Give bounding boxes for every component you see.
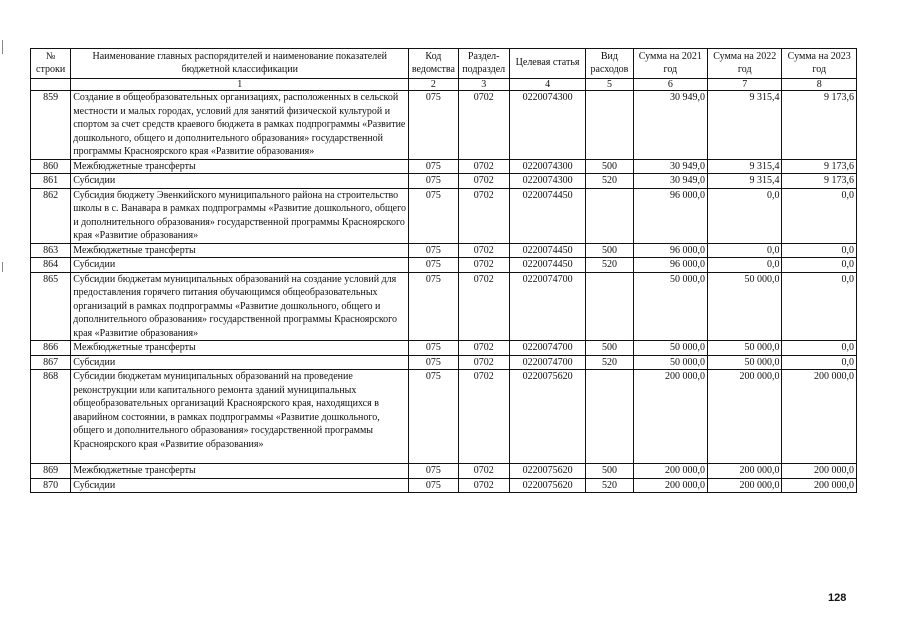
row-number-cell: 863 xyxy=(31,243,71,258)
table-row xyxy=(31,159,857,174)
name-cell: Субсидии бюджетам муниципальных образований на создание условий для предоставления горячего питания обучающимся общеобразовательных организаций в рамках подпрограммы «Развитие дошкольного, общего и дополнительного образования» государственной программы Красноярского края «Развитие образования» xyxy=(71,272,409,341)
name-cell: Межбюджетные трансферты xyxy=(71,243,409,258)
target-cell: 0220075620 xyxy=(509,478,585,493)
target-cell: 0220075620 xyxy=(509,464,585,479)
expense-type-cell: 520 xyxy=(586,174,633,189)
name-cell: Субсидии xyxy=(71,355,409,370)
column-number: 6 xyxy=(633,79,707,91)
scan-margin-mark xyxy=(2,262,3,272)
row-number-cell: 865 xyxy=(31,272,71,341)
header-expense-type: Вид расходов xyxy=(586,49,633,79)
table-row xyxy=(31,258,857,273)
sum-2023-cell: 9 173,6 xyxy=(782,91,857,160)
column-number: 5 xyxy=(586,79,633,91)
sum-2023-cell: 200 000,0 xyxy=(782,478,857,493)
expense-type-cell xyxy=(586,188,633,243)
expense-type-cell xyxy=(586,272,633,341)
target-cell: 0220074300 xyxy=(509,159,585,174)
expense-type-cell: 500 xyxy=(586,159,633,174)
section-cell: 0702 xyxy=(458,258,509,273)
row-number-cell: 868 xyxy=(31,370,71,464)
table-row xyxy=(31,243,857,258)
sum-2023-cell: 200 000,0 xyxy=(782,464,857,479)
header-section: Раздел-подраздел xyxy=(458,49,509,79)
dept-code-cell: 075 xyxy=(409,370,458,464)
name-cell: Субсидии xyxy=(71,258,409,273)
table-row xyxy=(31,272,857,341)
section-cell: 0702 xyxy=(458,478,509,493)
dept-code-cell: 075 xyxy=(409,272,458,341)
name-cell: Межбюджетные трансферты xyxy=(71,159,409,174)
target-cell: 0220074700 xyxy=(509,272,585,341)
row-number-cell: 861 xyxy=(31,174,71,189)
sum-2023-cell: 0,0 xyxy=(782,258,857,273)
dept-code-cell: 075 xyxy=(409,478,458,493)
dept-code-cell: 075 xyxy=(409,188,458,243)
section-cell: 0702 xyxy=(458,341,509,356)
target-cell: 0220074300 xyxy=(509,174,585,189)
expense-type-cell: 500 xyxy=(586,464,633,479)
table-row xyxy=(31,91,857,160)
sum-2023-cell: 0,0 xyxy=(782,188,857,243)
table-row xyxy=(31,341,857,356)
target-cell: 0220074450 xyxy=(509,258,585,273)
sum-2021-cell: 50 000,0 xyxy=(633,355,707,370)
sum-2021-cell: 50 000,0 xyxy=(633,341,707,356)
dept-code-cell: 075 xyxy=(409,341,458,356)
name-cell: Субсидии xyxy=(71,478,409,493)
column-number: 7 xyxy=(708,79,782,91)
row-number-cell: 862 xyxy=(31,188,71,243)
dept-code-cell: 075 xyxy=(409,243,458,258)
header-row-number: № строки xyxy=(31,49,71,79)
header-dept-code: Код ведомства xyxy=(409,49,458,79)
dept-code-cell: 075 xyxy=(409,159,458,174)
sum-2022-cell: 200 000,0 xyxy=(708,464,782,479)
sum-2022-cell: 50 000,0 xyxy=(708,355,782,370)
sum-2021-cell: 96 000,0 xyxy=(633,243,707,258)
sum-2022-cell: 0,0 xyxy=(708,188,782,243)
column-number: 4 xyxy=(509,79,585,91)
sum-2022-cell: 9 315,4 xyxy=(708,91,782,160)
sum-2023-cell: 0,0 xyxy=(782,243,857,258)
sum-2021-cell: 30 949,0 xyxy=(633,174,707,189)
dept-code-cell: 075 xyxy=(409,91,458,160)
sum-2022-cell: 9 315,4 xyxy=(708,159,782,174)
table-row xyxy=(31,188,857,243)
name-cell: Субсидии xyxy=(71,174,409,189)
budget-table xyxy=(30,48,857,493)
sum-2023-cell: 0,0 xyxy=(782,272,857,341)
sum-2021-cell: 200 000,0 xyxy=(633,370,707,464)
expense-type-cell: 500 xyxy=(586,243,633,258)
section-cell: 0702 xyxy=(458,355,509,370)
column-number xyxy=(31,79,71,91)
row-number-cell: 870 xyxy=(31,478,71,493)
column-number-row xyxy=(31,79,857,91)
header-name: Наименование главных распорядителей и наименование показателей бюджетной классификации xyxy=(71,49,409,79)
row-number-cell: 864 xyxy=(31,258,71,273)
sum-2021-cell: 200 000,0 xyxy=(633,478,707,493)
sum-2022-cell: 0,0 xyxy=(708,258,782,273)
table-row xyxy=(31,174,857,189)
target-cell: 0220074300 xyxy=(509,91,585,160)
section-cell: 0702 xyxy=(458,91,509,160)
target-cell: 0220074700 xyxy=(509,355,585,370)
expense-type-cell: 500 xyxy=(586,341,633,356)
row-number-cell: 866 xyxy=(31,341,71,356)
section-cell: 0702 xyxy=(458,243,509,258)
expense-type-cell: 520 xyxy=(586,478,633,493)
sum-2023-cell: 200 000,0 xyxy=(782,370,857,464)
sum-2022-cell: 200 000,0 xyxy=(708,478,782,493)
column-number: 2 xyxy=(409,79,458,91)
sum-2022-cell: 50 000,0 xyxy=(708,272,782,341)
sum-2022-cell: 9 315,4 xyxy=(708,174,782,189)
section-cell: 0702 xyxy=(458,272,509,341)
name-cell: Субсидия бюджету Эвенкийского муниципального района на строительство школы в с. Ванавара в рамках подпрограммы «Развитие дошкольного, общего и дополнительного образования» государственной программы Красноярского края «Развитие образования» xyxy=(71,188,409,243)
table-row xyxy=(31,355,857,370)
sum-2022-cell: 50 000,0 xyxy=(708,341,782,356)
sum-2023-cell: 9 173,6 xyxy=(782,159,857,174)
expense-type-cell: 520 xyxy=(586,258,633,273)
expense-type-cell xyxy=(586,91,633,160)
table-row xyxy=(31,464,857,479)
column-number: 1 xyxy=(71,79,409,91)
sum-2021-cell: 96 000,0 xyxy=(633,258,707,273)
dept-code-cell: 075 xyxy=(409,464,458,479)
name-cell: Субсидии бюджетам муниципальных образований на проведение реконструкции или капитального ремонта зданий муниципальных общеобразовательных организаций Красноярского края, находящихся в аварийном состоянии, в рамках подпрограммы «Развитие дошкольного, общего и дополнительного образования» государственной программы Красноярского края «Развитие образования» xyxy=(71,370,409,464)
sum-2023-cell: 0,0 xyxy=(782,355,857,370)
column-number: 3 xyxy=(458,79,509,91)
expense-type-cell xyxy=(586,370,633,464)
table-row xyxy=(31,478,857,493)
header-target: Целевая статья xyxy=(509,49,585,79)
sum-2021-cell: 30 949,0 xyxy=(633,159,707,174)
target-cell: 0220074450 xyxy=(509,243,585,258)
header-sum-2023: Сумма на 2023 год xyxy=(782,49,857,79)
target-cell: 0220074700 xyxy=(509,341,585,356)
table-header-row xyxy=(31,49,857,79)
column-number: 8 xyxy=(782,79,857,91)
sum-2021-cell: 96 000,0 xyxy=(633,188,707,243)
section-cell: 0702 xyxy=(458,159,509,174)
page-number: 128 xyxy=(828,592,847,604)
name-cell: Создание в общеобразовательных организациях, расположенных в сельской местности и малых городах, условий для занятий физической культурой и спортом за счет средств краевого бюджета в рамках подпрограммы «Развитие дошкольного, общего и дополнительного образования» государственной программы Красноярского края «Развитие образования» xyxy=(71,91,409,160)
name-cell: Межбюджетные трансферты xyxy=(71,464,409,479)
section-cell: 0702 xyxy=(458,188,509,243)
section-cell: 0702 xyxy=(458,370,509,464)
target-cell: 0220074450 xyxy=(509,188,585,243)
sum-2023-cell: 9 173,6 xyxy=(782,174,857,189)
sum-2022-cell: 0,0 xyxy=(708,243,782,258)
name-cell: Межбюджетные трансферты xyxy=(71,341,409,356)
row-number-cell: 860 xyxy=(31,159,71,174)
section-cell: 0702 xyxy=(458,464,509,479)
sum-2021-cell: 50 000,0 xyxy=(633,272,707,341)
dept-code-cell: 075 xyxy=(409,355,458,370)
row-number-cell: 869 xyxy=(31,464,71,479)
dept-code-cell: 075 xyxy=(409,258,458,273)
header-sum-2021: Сумма на 2021 год xyxy=(633,49,707,79)
sum-2023-cell: 0,0 xyxy=(782,341,857,356)
row-number-cell: 867 xyxy=(31,355,71,370)
header-sum-2022: Сумма на 2022 год xyxy=(708,49,782,79)
sum-2021-cell: 30 949,0 xyxy=(633,91,707,160)
section-cell: 0702 xyxy=(458,174,509,189)
dept-code-cell: 075 xyxy=(409,174,458,189)
sum-2022-cell: 200 000,0 xyxy=(708,370,782,464)
row-number-cell: 859 xyxy=(31,91,71,160)
table-row xyxy=(31,370,857,464)
scan-margin-mark xyxy=(2,40,3,54)
sum-2021-cell: 200 000,0 xyxy=(633,464,707,479)
target-cell: 0220075620 xyxy=(509,370,585,464)
expense-type-cell: 520 xyxy=(586,355,633,370)
